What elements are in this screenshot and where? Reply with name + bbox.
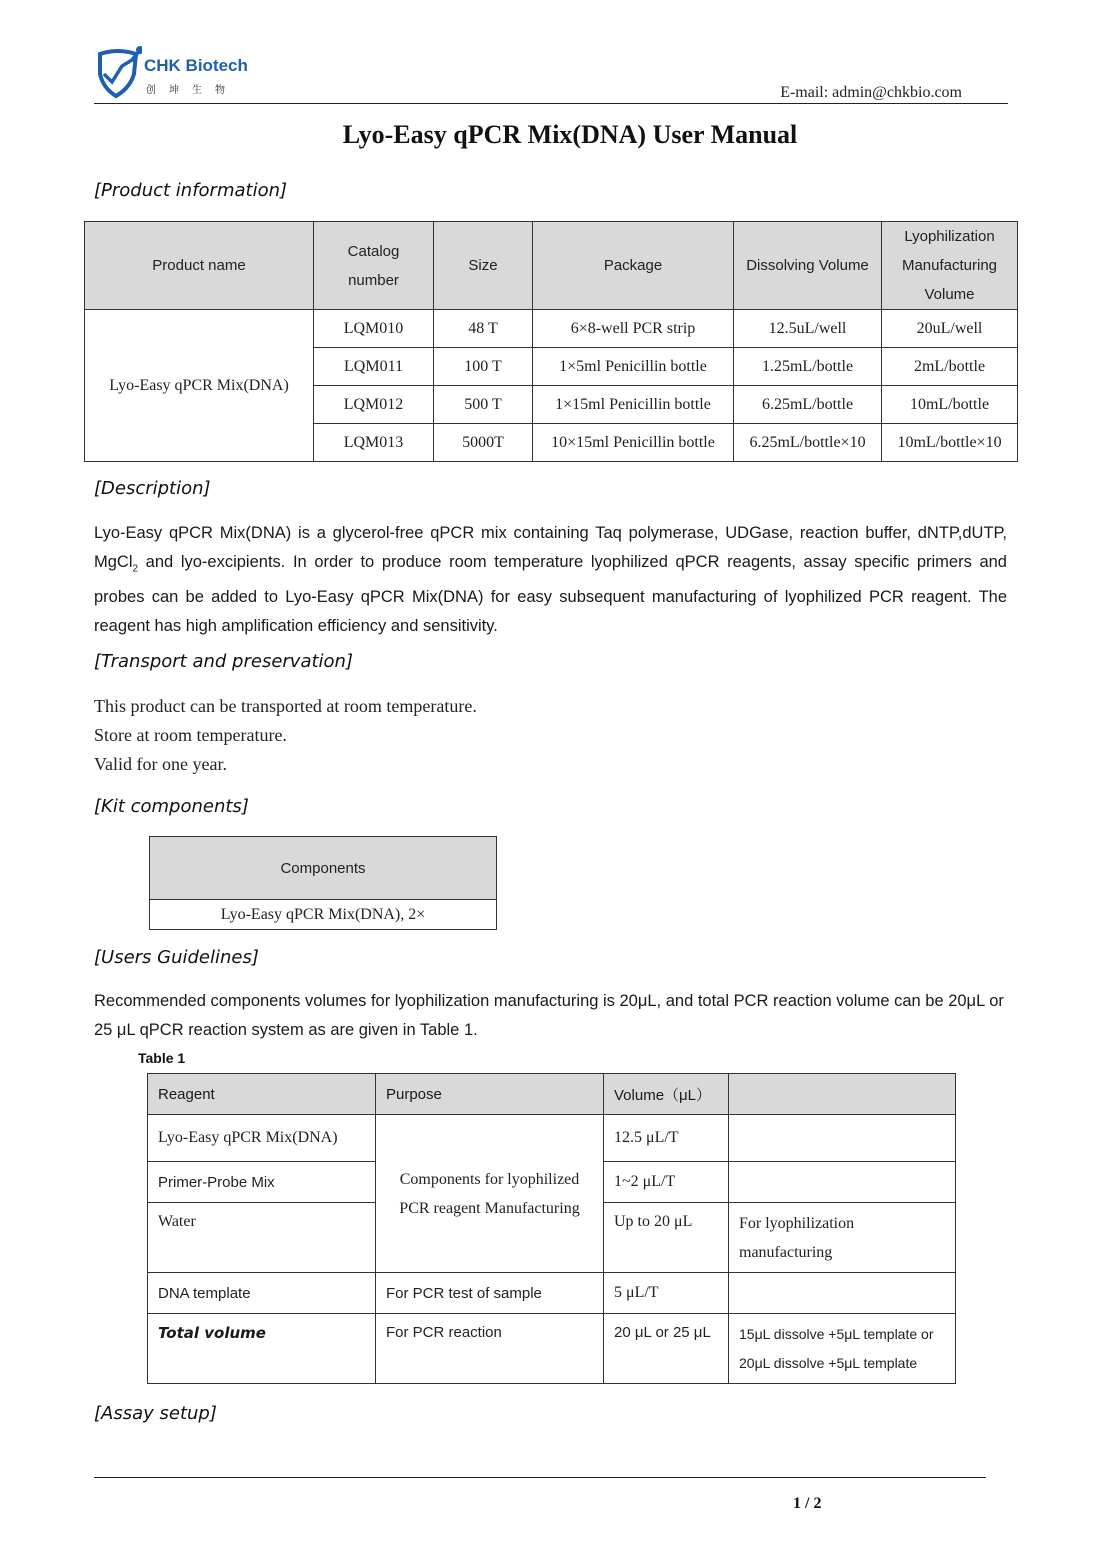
section-heading-kit: [Kit components]	[94, 796, 249, 817]
catalog-cell: LQM010	[314, 310, 434, 348]
table-row	[148, 1273, 956, 1314]
dissolving-cell: 1.25mL/bottle	[734, 348, 882, 386]
lyo-cell: 10mL/bottle×10	[882, 424, 1018, 462]
header-product-name: Product name	[85, 222, 314, 310]
header-catalog: Catalog number	[314, 222, 434, 310]
section-heading-transport: [Transport and preservation]	[94, 651, 353, 672]
dissolving-cell: 6.25mL/bottle×10	[734, 424, 882, 462]
reagent-cell: Total volume	[148, 1314, 376, 1384]
volume-cell: 20 μL or 25 μL	[604, 1314, 729, 1384]
header-volume: Volume（μL）	[604, 1074, 729, 1115]
table-row	[148, 1314, 956, 1384]
header-divider	[94, 103, 1008, 104]
package-cell: 6×8-well PCR strip	[533, 310, 734, 348]
header-purpose: Purpose	[376, 1074, 604, 1115]
reagent-cell: DNA template	[148, 1273, 376, 1314]
document-title: Lyo-Easy qPCR Mix(DNA) User Manual	[342, 120, 798, 149]
catalog-cell: LQM012	[314, 386, 434, 424]
purpose-merged-cell: Components for lyophilized PCR reagent Manufacturing	[376, 1115, 604, 1273]
dissolving-cell: 6.25mL/bottle	[734, 386, 882, 424]
kit-header: Components	[150, 837, 497, 900]
header-dissolving-volume: Dissolving Volume	[734, 222, 882, 310]
header-lyophilization-volume: Lyophilization Manufacturing Volume	[882, 222, 1018, 310]
package-cell: 10×15ml Penicillin bottle	[533, 424, 734, 462]
header-package: Package	[533, 222, 734, 310]
lyo-cell: 10mL/bottle	[882, 386, 1018, 424]
header-size: Size	[434, 222, 533, 310]
section-heading-assay: [Assay setup]	[94, 1403, 217, 1424]
note-cell: For lyophilization manufacturing	[729, 1203, 956, 1273]
header-note	[729, 1074, 956, 1115]
kit-row: Lyo-Easy qPCR Mix(DNA), 2×	[150, 900, 497, 930]
catalog-cell: LQM013	[314, 424, 434, 462]
section-heading-product-info: [Product information]	[94, 180, 288, 201]
product-name-cell: Lyo-Easy qPCR Mix(DNA)	[85, 310, 314, 462]
package-cell: 1×5ml Penicillin bottle	[533, 348, 734, 386]
dissolving-cell: 12.5uL/well	[734, 310, 882, 348]
footer-divider	[94, 1477, 986, 1478]
company-logo	[94, 44, 264, 100]
page-number: 1 / 2	[793, 1495, 822, 1512]
logo-chinese-text: 创坤生物	[146, 85, 238, 96]
note-cell	[729, 1273, 956, 1314]
guidelines-paragraph: Recommended components volumes for lyophilization manufacturing is 20μL, and total PCR reaction volume can be 20μL or 25 μL qPCR reaction system as are given in Table 1.	[94, 992, 1004, 1039]
section-heading-guidelines: [Users Guidelines]	[94, 947, 259, 968]
volume-cell: 1~2 μL/T	[604, 1162, 729, 1203]
logo-text: CHK Biotech	[144, 56, 248, 75]
size-cell: 48 T	[434, 310, 533, 348]
shield-chart-icon	[94, 44, 142, 100]
reagent-cell: Primer-Probe Mix	[148, 1162, 376, 1203]
volume-cell: 5 μL/T	[604, 1273, 729, 1314]
reagent-cell: Lyo-Easy qPCR Mix(DNA)	[148, 1115, 376, 1162]
transport-line: This product can be transported at room temperature.	[94, 696, 477, 716]
table-row	[148, 1115, 956, 1162]
volume-cell: Up to 20 μL	[604, 1203, 729, 1273]
reagent-cell: Water	[148, 1203, 376, 1273]
purpose-cell: For PCR test of sample	[376, 1273, 604, 1314]
size-cell: 100 T	[434, 348, 533, 386]
section-heading-description: [Description]	[94, 478, 211, 499]
size-cell: 5000T	[434, 424, 533, 462]
reagent-table	[147, 1073, 956, 1384]
table-caption: Table 1	[138, 1050, 186, 1066]
package-cell: 1×15ml Penicillin bottle	[533, 386, 734, 424]
catalog-cell: LQM011	[314, 348, 434, 386]
note-cell	[729, 1162, 956, 1203]
storage-line: Store at room temperature.	[94, 725, 287, 745]
product-table	[84, 221, 1018, 462]
lyo-cell: 20uL/well	[882, 310, 1018, 348]
contact-email[interactable]: E-mail: admin@chkbio.com	[780, 84, 962, 101]
description-paragraph: Lyo-Easy qPCR Mix(DNA) is a glycerol-free qPCR mix containing Taq polymerase, UDGase, reaction buffer, dNTP,dUTP, MgCl$_2$ and lyo-excipients. In order to produce room temperature lyophilized qPCR reagents, assay specific primers and probes can be added to Lyo-Easy qPCR Mix(DNA) for easy subsequent manufacturing of lyophilized PCR reagent. The reagent has high amplification efficiency and sensitivity.	[94, 524, 1007, 636]
size-cell: 500 T	[434, 386, 533, 424]
header-reagent: Reagent	[148, 1074, 376, 1115]
table-row	[85, 310, 1018, 348]
lyo-cell: 2mL/bottle	[882, 348, 1018, 386]
kit-components-table	[149, 836, 497, 930]
purpose-cell: For PCR reaction	[376, 1314, 604, 1384]
note-cell: 15μL dissolve +5μL template or 20μL dissolve +5μL template	[729, 1314, 956, 1384]
volume-cell: 12.5 μL/T	[604, 1115, 729, 1162]
note-cell	[729, 1115, 956, 1162]
validity-line: Valid for one year.	[94, 754, 227, 774]
